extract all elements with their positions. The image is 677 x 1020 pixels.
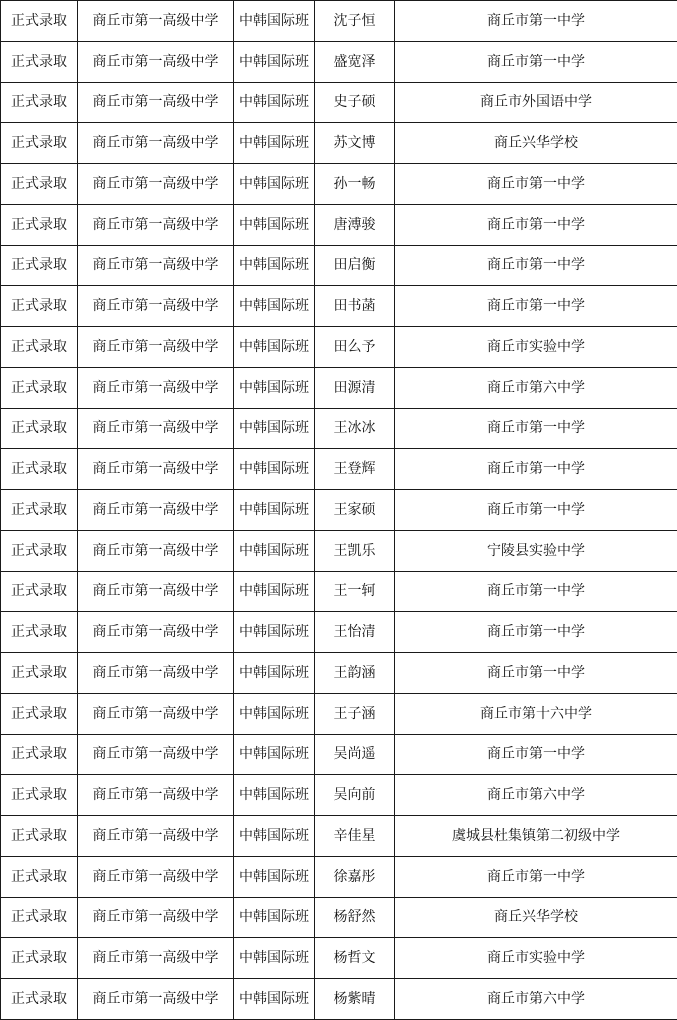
admitting-school-cell: 商丘市第一高级中学	[78, 612, 234, 653]
table-row	[1, 123, 677, 164]
origin-school-cell: 商丘市第一中学	[395, 164, 677, 205]
table-row	[1, 530, 677, 571]
admission-status-cell: 正式录取	[1, 612, 78, 653]
admitting-school-cell: 商丘市第一高级中学	[78, 490, 234, 531]
admitting-school-cell: 商丘市第一高级中学	[78, 775, 234, 816]
class-name-cell: 中韩国际班	[234, 693, 315, 734]
table-row	[1, 82, 677, 123]
class-name-cell: 中韩国际班	[234, 775, 315, 816]
admitting-school-cell: 商丘市第一高级中学	[78, 938, 234, 979]
admission-status-cell: 正式录取	[1, 979, 78, 1020]
origin-school-cell: 商丘市外国语中学	[395, 82, 677, 123]
class-name-cell: 中韩国际班	[234, 530, 315, 571]
admitting-school-cell: 商丘市第一高级中学	[78, 816, 234, 857]
student-name-cell: 史子硕	[315, 82, 395, 123]
admission-status-cell: 正式录取	[1, 571, 78, 612]
admitting-school-cell: 商丘市第一高级中学	[78, 164, 234, 205]
student-name-cell: 王怡清	[315, 612, 395, 653]
admission-status-cell: 正式录取	[1, 938, 78, 979]
table-row	[1, 204, 677, 245]
class-name-cell: 中韩国际班	[234, 653, 315, 694]
admission-status-cell: 正式录取	[1, 1, 78, 42]
class-name-cell: 中韩国际班	[234, 449, 315, 490]
table-row	[1, 164, 677, 205]
class-name-cell: 中韩国际班	[234, 82, 315, 123]
origin-school-cell: 商丘兴华学校	[395, 897, 677, 938]
class-name-cell: 中韩国际班	[234, 938, 315, 979]
table-row	[1, 693, 677, 734]
admission-status-cell: 正式录取	[1, 41, 78, 82]
student-name-cell: 沈子恒	[315, 1, 395, 42]
class-name-cell: 中韩国际班	[234, 816, 315, 857]
admitting-school-cell: 商丘市第一高级中学	[78, 408, 234, 449]
student-name-cell: 田启衡	[315, 245, 395, 286]
origin-school-cell: 商丘市第一中学	[395, 734, 677, 775]
admission-status-cell: 正式录取	[1, 856, 78, 897]
admission-status-cell: 正式录取	[1, 408, 78, 449]
admitting-school-cell: 商丘市第一高级中学	[78, 979, 234, 1020]
class-name-cell: 中韩国际班	[234, 1, 315, 42]
origin-school-cell: 商丘市第一中学	[395, 408, 677, 449]
admission-status-cell: 正式录取	[1, 653, 78, 694]
student-name-cell: 王登辉	[315, 449, 395, 490]
class-name-cell: 中韩国际班	[234, 856, 315, 897]
class-name-cell: 中韩国际班	[234, 164, 315, 205]
admitting-school-cell: 商丘市第一高级中学	[78, 286, 234, 327]
class-name-cell: 中韩国际班	[234, 979, 315, 1020]
class-name-cell: 中韩国际班	[234, 734, 315, 775]
admitting-school-cell: 商丘市第一高级中学	[78, 82, 234, 123]
student-name-cell: 田源清	[315, 367, 395, 408]
admission-status-cell: 正式录取	[1, 530, 78, 571]
origin-school-cell: 商丘市第十六中学	[395, 693, 677, 734]
admitting-school-cell: 商丘市第一高级中学	[78, 734, 234, 775]
student-name-cell: 吴尚遥	[315, 734, 395, 775]
origin-school-cell: 商丘市第一中学	[395, 204, 677, 245]
student-name-cell: 王一轲	[315, 571, 395, 612]
admitting-school-cell: 商丘市第一高级中学	[78, 856, 234, 897]
table-row	[1, 367, 677, 408]
student-name-cell: 王凯乐	[315, 530, 395, 571]
student-name-cell: 杨紫晴	[315, 979, 395, 1020]
origin-school-cell: 商丘市第一中学	[395, 449, 677, 490]
admitting-school-cell: 商丘市第一高级中学	[78, 897, 234, 938]
class-name-cell: 中韩国际班	[234, 612, 315, 653]
origin-school-cell: 商丘市第一中学	[395, 653, 677, 694]
admission-status-cell: 正式录取	[1, 82, 78, 123]
admission-status-cell: 正式录取	[1, 164, 78, 205]
origin-school-cell: 宁陵县实验中学	[395, 530, 677, 571]
admission-status-cell: 正式录取	[1, 204, 78, 245]
admission-status-cell: 正式录取	[1, 245, 78, 286]
class-name-cell: 中韩国际班	[234, 286, 315, 327]
table-row	[1, 571, 677, 612]
origin-school-cell: 商丘市第一中学	[395, 41, 677, 82]
table-row	[1, 490, 677, 531]
table-row	[1, 897, 677, 938]
admission-status-cell: 正式录取	[1, 327, 78, 368]
student-name-cell: 田书菡	[315, 286, 395, 327]
origin-school-cell: 商丘市第一中学	[395, 490, 677, 531]
origin-school-cell: 商丘兴华学校	[395, 123, 677, 164]
table-row	[1, 612, 677, 653]
admission-table-body	[1, 1, 677, 1020]
table-row	[1, 1, 677, 42]
table-row	[1, 653, 677, 694]
student-name-cell: 杨哲文	[315, 938, 395, 979]
origin-school-cell: 商丘市第一中学	[395, 856, 677, 897]
origin-school-cell: 商丘市第一中学	[395, 286, 677, 327]
admission-status-cell: 正式录取	[1, 490, 78, 531]
admission-status-cell: 正式录取	[1, 816, 78, 857]
class-name-cell: 中韩国际班	[234, 571, 315, 612]
table-row	[1, 327, 677, 368]
admission-status-cell: 正式录取	[1, 734, 78, 775]
origin-school-cell: 商丘市第六中学	[395, 979, 677, 1020]
class-name-cell: 中韩国际班	[234, 41, 315, 82]
admission-status-cell: 正式录取	[1, 775, 78, 816]
admitting-school-cell: 商丘市第一高级中学	[78, 449, 234, 490]
admission-status-cell: 正式录取	[1, 449, 78, 490]
admission-status-cell: 正式录取	[1, 286, 78, 327]
admitting-school-cell: 商丘市第一高级中学	[78, 653, 234, 694]
admission-status-cell: 正式录取	[1, 693, 78, 734]
origin-school-cell: 虞城县杜集镇第二初级中学	[395, 816, 677, 857]
table-row	[1, 245, 677, 286]
admitting-school-cell: 商丘市第一高级中学	[78, 204, 234, 245]
admitting-school-cell: 商丘市第一高级中学	[78, 1, 234, 42]
origin-school-cell: 商丘市实验中学	[395, 327, 677, 368]
admitting-school-cell: 商丘市第一高级中学	[78, 327, 234, 368]
student-name-cell: 吴向前	[315, 775, 395, 816]
admitting-school-cell: 商丘市第一高级中学	[78, 245, 234, 286]
origin-school-cell: 商丘市第一中学	[395, 1, 677, 42]
student-name-cell: 王家硕	[315, 490, 395, 531]
class-name-cell: 中韩国际班	[234, 408, 315, 449]
student-name-cell: 杨舒然	[315, 897, 395, 938]
student-name-cell: 徐嘉彤	[315, 856, 395, 897]
class-name-cell: 中韩国际班	[234, 245, 315, 286]
table-row	[1, 734, 677, 775]
admission-status-cell: 正式录取	[1, 897, 78, 938]
class-name-cell: 中韩国际班	[234, 490, 315, 531]
table-row	[1, 41, 677, 82]
origin-school-cell: 商丘市第六中学	[395, 775, 677, 816]
origin-school-cell: 商丘市实验中学	[395, 938, 677, 979]
student-name-cell: 王子涵	[315, 693, 395, 734]
table-row	[1, 449, 677, 490]
origin-school-cell: 商丘市第六中学	[395, 367, 677, 408]
class-name-cell: 中韩国际班	[234, 367, 315, 408]
admitting-school-cell: 商丘市第一高级中学	[78, 571, 234, 612]
table-row	[1, 856, 677, 897]
table-row	[1, 286, 677, 327]
table-row	[1, 979, 677, 1020]
student-name-cell: 苏文博	[315, 123, 395, 164]
class-name-cell: 中韩国际班	[234, 204, 315, 245]
origin-school-cell: 商丘市第一中学	[395, 571, 677, 612]
table-row	[1, 938, 677, 979]
admitting-school-cell: 商丘市第一高级中学	[78, 367, 234, 408]
origin-school-cell: 商丘市第一中学	[395, 245, 677, 286]
admitting-school-cell: 商丘市第一高级中学	[78, 41, 234, 82]
student-name-cell: 辛佳星	[315, 816, 395, 857]
admission-status-cell: 正式录取	[1, 367, 78, 408]
class-name-cell: 中韩国际班	[234, 897, 315, 938]
admission-status-cell: 正式录取	[1, 123, 78, 164]
admitting-school-cell: 商丘市第一高级中学	[78, 530, 234, 571]
student-name-cell: 田么予	[315, 327, 395, 368]
origin-school-cell: 商丘市第一中学	[395, 612, 677, 653]
admitting-school-cell: 商丘市第一高级中学	[78, 123, 234, 164]
admitting-school-cell: 商丘市第一高级中学	[78, 693, 234, 734]
table-row	[1, 816, 677, 857]
student-name-cell: 王冰冰	[315, 408, 395, 449]
student-name-cell: 盛宽泽	[315, 41, 395, 82]
class-name-cell: 中韩国际班	[234, 123, 315, 164]
table-row	[1, 408, 677, 449]
student-name-cell: 唐溥骏	[315, 204, 395, 245]
student-name-cell: 孙一畅	[315, 164, 395, 205]
class-name-cell: 中韩国际班	[234, 327, 315, 368]
table-row	[1, 775, 677, 816]
student-name-cell: 王韵涵	[315, 653, 395, 694]
